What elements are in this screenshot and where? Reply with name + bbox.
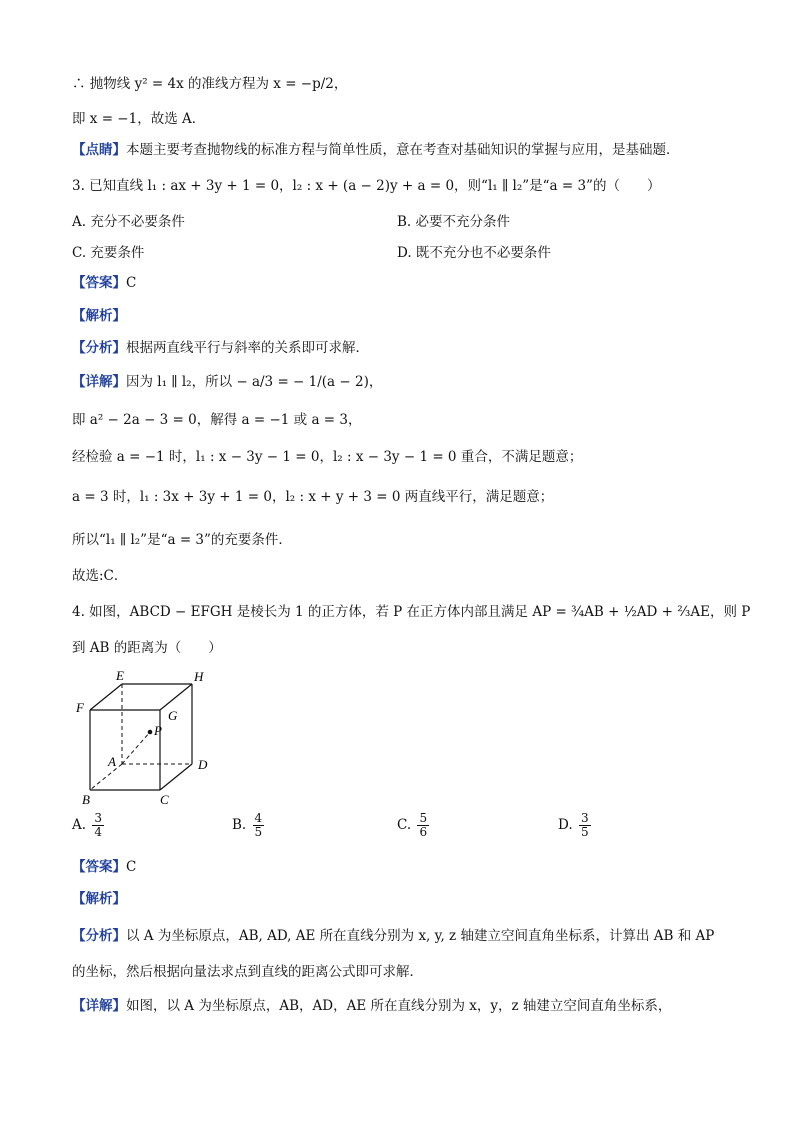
q3-option-a: A. 充分不必要条件 xyxy=(72,214,185,230)
tag-fenxi: 【分析】 xyxy=(72,340,126,356)
option-fraction: $\frac{5}{6}$ xyxy=(419,811,428,839)
doc-line: 即 x = −1，故选 A． xyxy=(72,111,206,127)
answer-value: C xyxy=(126,859,137,875)
vertex-label-g: G xyxy=(168,708,178,723)
q4-option-a xyxy=(72,812,106,839)
q4-option-c xyxy=(397,812,431,839)
q3-option-b: B. 必要不充分条件 xyxy=(397,214,511,230)
question-4-cont: 到 AB 的距离为（ ） xyxy=(72,640,222,656)
tag-fenxi: 【分析】 xyxy=(72,928,126,944)
answer-line xyxy=(72,273,136,293)
solution-line: 故选:C． xyxy=(72,568,128,584)
vertex-label-a: A xyxy=(108,754,116,769)
solution-line: a = 3 时，l₁ : 3x + 3y + 1 = 0，l₂ : x + y + 3 = 0 两直线平行，满足题意； xyxy=(72,489,554,505)
vertex-label-f: F xyxy=(76,700,84,715)
q4-option-d xyxy=(558,812,593,839)
q3-option-c: C. 充要条件 xyxy=(72,245,145,261)
tag-jiexi: 【解析】 xyxy=(72,308,126,324)
tag-answer: 【答案】 xyxy=(72,275,126,291)
option-fraction: $\frac{4}{5}$ xyxy=(254,811,263,839)
solution-line: 即 a² − 2a − 3 = 0，解得 a = −1 或 a = 3， xyxy=(72,412,362,428)
analysis-line xyxy=(72,338,369,358)
solution-line: 所以“l₁ ∥ l₂”是“a = 3”的充要条件． xyxy=(72,532,292,548)
question-3: 3. 已知直线 l₁ : ax + 3y + 1 = 0，l₂ : x + (a − 2)y + a = 0，则“l₁ ∥ l₂”是“a = 3”的（ ） xyxy=(72,178,661,194)
fenxi-text: 以 A 为坐标原点，AB, AD, AE 所在直线分别为 x, y, z 轴建立空间直角坐标系，计算出 AB 和 AP xyxy=(126,928,715,944)
vertex-label-b: B xyxy=(82,792,90,807)
answer-line xyxy=(72,857,136,877)
detail-line xyxy=(72,996,671,1016)
tag-xiangjie: 【详解】 xyxy=(72,374,126,390)
cube-figure xyxy=(74,668,234,808)
xiangjie-text: 因为 l₁ ∥ l₂，所以 − a/3 = − 1/(a − 2)， xyxy=(126,374,383,390)
solution-line: 经检验 a = −1 时，l₁ : x − 3y − 1 = 0，l₂ : x − 3y − 1 = 0 重合，不满足题意； xyxy=(72,449,583,465)
vertex-label-p: P xyxy=(154,723,162,738)
doc-line: ∴ 抛物线 y² = 4x 的准线方程为 x = −p/2， xyxy=(72,76,348,92)
tag-xiangjie: 【详解】 xyxy=(72,998,126,1014)
dianjing-text: 本题主要考查抛物线的标准方程与简单性质，意在考查对基础知识的掌握与应用，是基础题． xyxy=(126,142,680,158)
doc-line xyxy=(72,140,680,160)
analysis-heading xyxy=(72,306,126,326)
vertex-label-c: C xyxy=(160,792,169,807)
q4-option-b xyxy=(232,812,266,839)
tag-jiexi: 【解析】 xyxy=(72,891,126,907)
option-label: A. xyxy=(72,817,87,833)
option-label: D. xyxy=(558,817,573,833)
option-fraction: $\frac{3}{4}$ xyxy=(94,811,102,839)
option-label: C. xyxy=(397,817,412,833)
question-4: 4. 如图，ABCD − EFGH 是棱长为 1 的正方体，若 P 在正方体内部且满足 AP = ¾AB + ½AD + ⅔AE，则 P xyxy=(72,604,751,620)
q3-option-d: D. 既不充分也不必要条件 xyxy=(397,245,551,261)
analysis-heading xyxy=(72,889,126,909)
xiangjie-text: 如图，以 A 为坐标原点，AB，AD，AE 所在直线分别为 x，y，z 轴建立空间直角坐标系， xyxy=(126,998,672,1014)
vertex-label-h: H xyxy=(194,669,204,684)
answer-value: C xyxy=(126,275,137,291)
vertex-label-d: D xyxy=(198,757,208,772)
fenxi-text: 根据两直线平行与斜率的关系即可求解． xyxy=(126,340,369,356)
option-label: B. xyxy=(232,817,247,833)
analysis-line-cont: 的坐标，然后根据向量法求点到直线的距离公式即可求解． xyxy=(72,964,423,980)
analysis-line xyxy=(72,926,714,946)
tag-dianjing: 【点睛】 xyxy=(72,142,126,158)
detail-line xyxy=(72,372,382,392)
vertex-label-e: E xyxy=(116,668,124,683)
option-fraction: $\frac{3}{5}$ xyxy=(580,811,589,839)
tag-answer: 【答案】 xyxy=(72,859,126,875)
